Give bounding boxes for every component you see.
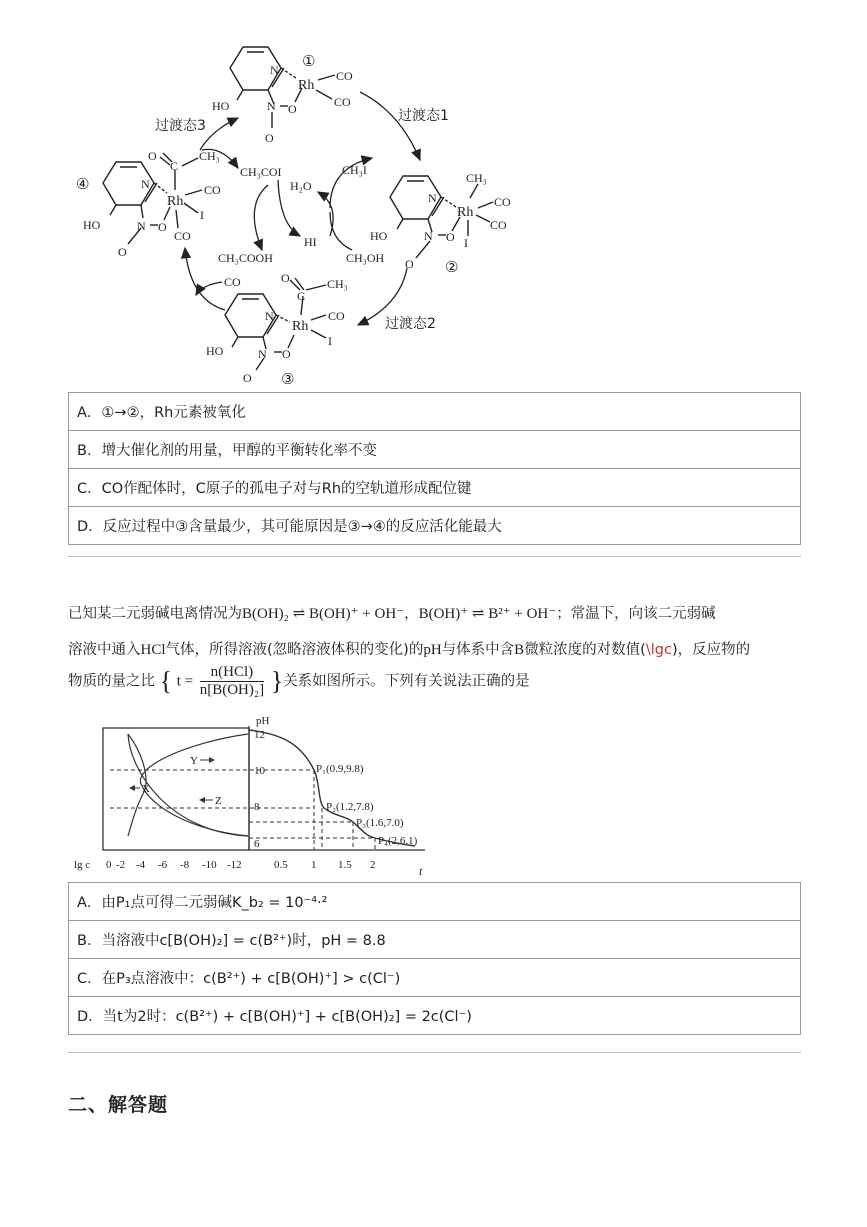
complex-3 — [225, 278, 326, 370]
c3-ch3: CH₃ — [327, 277, 348, 291]
c3-n: N — [265, 309, 274, 323]
q2-numerator: n(HCl) — [200, 664, 264, 682]
c1-co1: CO — [336, 69, 353, 83]
q2-lgc-error: \lgc — [645, 642, 672, 658]
c2-o2: O — [405, 257, 414, 271]
lgc-tick-m10: -10 — [202, 859, 217, 871]
c2-rh: Rh — [457, 205, 474, 220]
c3-o: O — [282, 347, 291, 361]
c4-co2: CO — [174, 229, 191, 243]
point-p2: P₂(1.2,7.8) — [326, 801, 374, 813]
t-tick-1.5: 1.5 — [338, 859, 352, 871]
q2-equation-2: B(OH)⁺ ⇌ B²⁺ + OH⁻ — [418, 606, 557, 622]
c1-n: N — [270, 63, 279, 77]
t-tick-2: 2 — [370, 859, 376, 871]
ph-tick-6: 6 — [254, 838, 260, 850]
c3-i: I — [328, 334, 332, 348]
c2-i: I — [464, 236, 468, 250]
c4-i: I — [200, 208, 204, 222]
q2-option-b[interactable]: B．当溶液中c[B(OH)₂] = c(B²⁺)时，pH = 8.8 — [69, 921, 801, 959]
q2-t-eq: t = — [176, 673, 194, 690]
q1-options-table — [68, 392, 801, 545]
label-complex-3: ③ — [281, 370, 295, 388]
c4-n: N — [141, 177, 150, 191]
ph-lgc-t-graph — [70, 712, 440, 880]
lgc-tick-m12: -12 — [227, 859, 242, 871]
q2-option-d[interactable]: D．当t为2时：c(B²⁺) + c[B(OH)⁺] + c[B(OH)₂] = 2c(Cl⁻) — [69, 997, 801, 1035]
ph-tick-10: 10 — [254, 765, 265, 777]
complex-1 — [230, 47, 335, 128]
c1-o: O — [288, 102, 297, 116]
label-ts2: 过渡态2 — [385, 316, 436, 332]
c1-co2: CO — [334, 95, 351, 109]
c3-co: CO — [328, 309, 345, 323]
q2-option-c[interactable]: C．在P₃点溶液中：c(B²⁺) + c[B(OH)⁺] > c(Cl⁻) — [69, 959, 801, 997]
lgc-tick-0: 0 — [106, 859, 112, 871]
species-ch3coi: CH₃COI — [240, 165, 282, 179]
label-complex-2: ② — [445, 258, 459, 276]
q2-ratio-fraction — [200, 664, 264, 699]
lgc-tick-m8: -8 — [180, 859, 190, 871]
divider-2 — [68, 1052, 801, 1053]
c4-o: O — [158, 220, 167, 234]
section-title: 二、解答题 — [68, 1094, 169, 1116]
label-complex-4: ④ — [76, 175, 90, 193]
c2-n2: N — [424, 229, 433, 243]
q2-text-2d: 微粒浓度的对数值( — [524, 642, 646, 658]
q1-option-b[interactable]: B．增大催化剂的用量，甲醇的平衡转化率不变 — [69, 431, 801, 469]
c3-n2: N — [258, 347, 267, 361]
q2-b: B — [514, 642, 525, 658]
q2-denominator: n[B(OH)₂] — [199, 682, 265, 698]
q1-option-d[interactable]: D．反应过程中③含量最少，其可能原因是③→④的反应活化能最大 — [69, 507, 801, 545]
q1-option-a[interactable]: A．①→②，Rh元素被氧化 — [69, 393, 801, 431]
c3-ho: HO — [206, 344, 224, 358]
c2-ho: HO — [370, 229, 388, 243]
species-ch3cooh: CH₃COOH — [218, 251, 273, 265]
c2-co2: CO — [490, 218, 507, 232]
c3-c: C — [297, 289, 306, 303]
series-label-y: Y — [190, 755, 198, 767]
c4-co: CO — [204, 183, 221, 197]
c3-o-carbonyl: O — [281, 271, 290, 285]
q2-text-1b: ；常温下，向该二元弱碱 — [556, 606, 716, 622]
q2-text-1a: 已知某二元弱碱电离情况为 — [68, 606, 242, 622]
q1-option-c[interactable]: C．CO作配体时，C原子的孤电子对与Rh的空轨道形成配位键 — [69, 469, 801, 507]
lgc-tick-m4: -4 — [136, 859, 146, 871]
t-tick-0.5: 0.5 — [274, 859, 288, 871]
label-ts1: 过渡态1 — [398, 108, 449, 124]
divider-1 — [68, 556, 801, 557]
ph-tick-8: 8 — [254, 801, 260, 813]
point-p4: P₄(2,6.1) — [378, 835, 418, 847]
curve-y — [140, 734, 248, 836]
q2-text-2a: 溶液中通入 — [68, 642, 141, 658]
arrow-1-to-2 — [360, 92, 420, 160]
species-ch3i: CH₃I — [342, 163, 367, 177]
c1-o2: O — [265, 131, 274, 145]
ph-axis-label: pH — [256, 715, 270, 727]
t-axis-label: t — [419, 864, 423, 878]
c2-co1: CO — [494, 195, 511, 209]
lgc-axis-label: lg c — [74, 859, 91, 871]
q2-text-2c: 与体系中含 — [441, 642, 515, 658]
c4-o-carbonyl: O — [148, 149, 157, 163]
label-ts3: 过渡态3 — [155, 118, 206, 134]
c4-ch3: CH₃ — [199, 149, 220, 163]
q2-sep: ， — [404, 606, 419, 622]
q2-text-3b: 关系如图所示。下列有关说法正确的是 — [283, 673, 530, 690]
species-co: CO — [224, 275, 241, 289]
ph-tick-12: 12 — [254, 729, 265, 741]
species-hi: HI — [304, 235, 317, 249]
arrow-to-ch3cooh — [254, 185, 268, 250]
t-tick-1: 1 — [311, 859, 317, 871]
c3-rh: Rh — [292, 319, 309, 334]
c4-o2: O — [118, 245, 127, 259]
q2-text-2b: 气体，所得溶液(忽略溶液体积的变化)的 — [165, 642, 424, 658]
lgc-tick-m6: -6 — [158, 859, 168, 871]
label-complex-1: ① — [302, 52, 316, 70]
c3-o2: O — [243, 371, 252, 385]
c2-ch3: CH₃ — [466, 171, 487, 185]
q2-text-3a: 物质的量之比 — [68, 673, 155, 690]
c4-ho: HO — [83, 218, 101, 232]
lgc-tick-m2: -2 — [116, 859, 126, 871]
c2-o: O — [446, 230, 455, 244]
q2-ph: pH — [423, 642, 442, 658]
c4-rh: Rh — [167, 194, 184, 209]
c1-ho: HO — [212, 99, 230, 113]
q2-stem-line-3: 物质的量之比 { t = $\frac{\text{n(HCl)}}{\text{n[B(OH)₂]}}$ }关系如图所示。下列有关说法正确的是 — [68, 664, 530, 698]
q2-options-table — [68, 882, 801, 1035]
point-p3: P₃(1.6,7.0) — [356, 817, 404, 829]
species-ch3oh: CH₃OH — [346, 251, 385, 265]
point-p1: P₁(0.9,9.8) — [316, 763, 364, 775]
catalytic-cycle-diagram — [0, 0, 867, 392]
c2-n: N — [428, 191, 437, 205]
q2-option-a[interactable]: A．由P₁点可得二元弱碱K_b₂ = 10⁻⁴·² — [69, 883, 801, 921]
q2-text-2e: )，反应物的 — [671, 642, 751, 658]
c1-rh: Rh — [298, 78, 315, 93]
c1-n2: N — [267, 99, 276, 113]
q2-equation-1: B(OH)₂ ⇌ B(OH)⁺ + OH⁻ — [242, 606, 405, 622]
q2-stem-line-2 — [68, 638, 750, 659]
c4-c: C — [170, 159, 179, 173]
left-panel-frame — [103, 728, 249, 850]
q2-hcl: HCl — [140, 642, 166, 658]
complex-2 — [390, 176, 493, 258]
species-h2o: H₂O — [290, 179, 312, 193]
q2-stem-line-1 — [68, 602, 716, 623]
series-label-z: Z — [215, 795, 222, 807]
c4-n2: N — [137, 219, 146, 233]
series-label-x: X — [142, 783, 150, 795]
